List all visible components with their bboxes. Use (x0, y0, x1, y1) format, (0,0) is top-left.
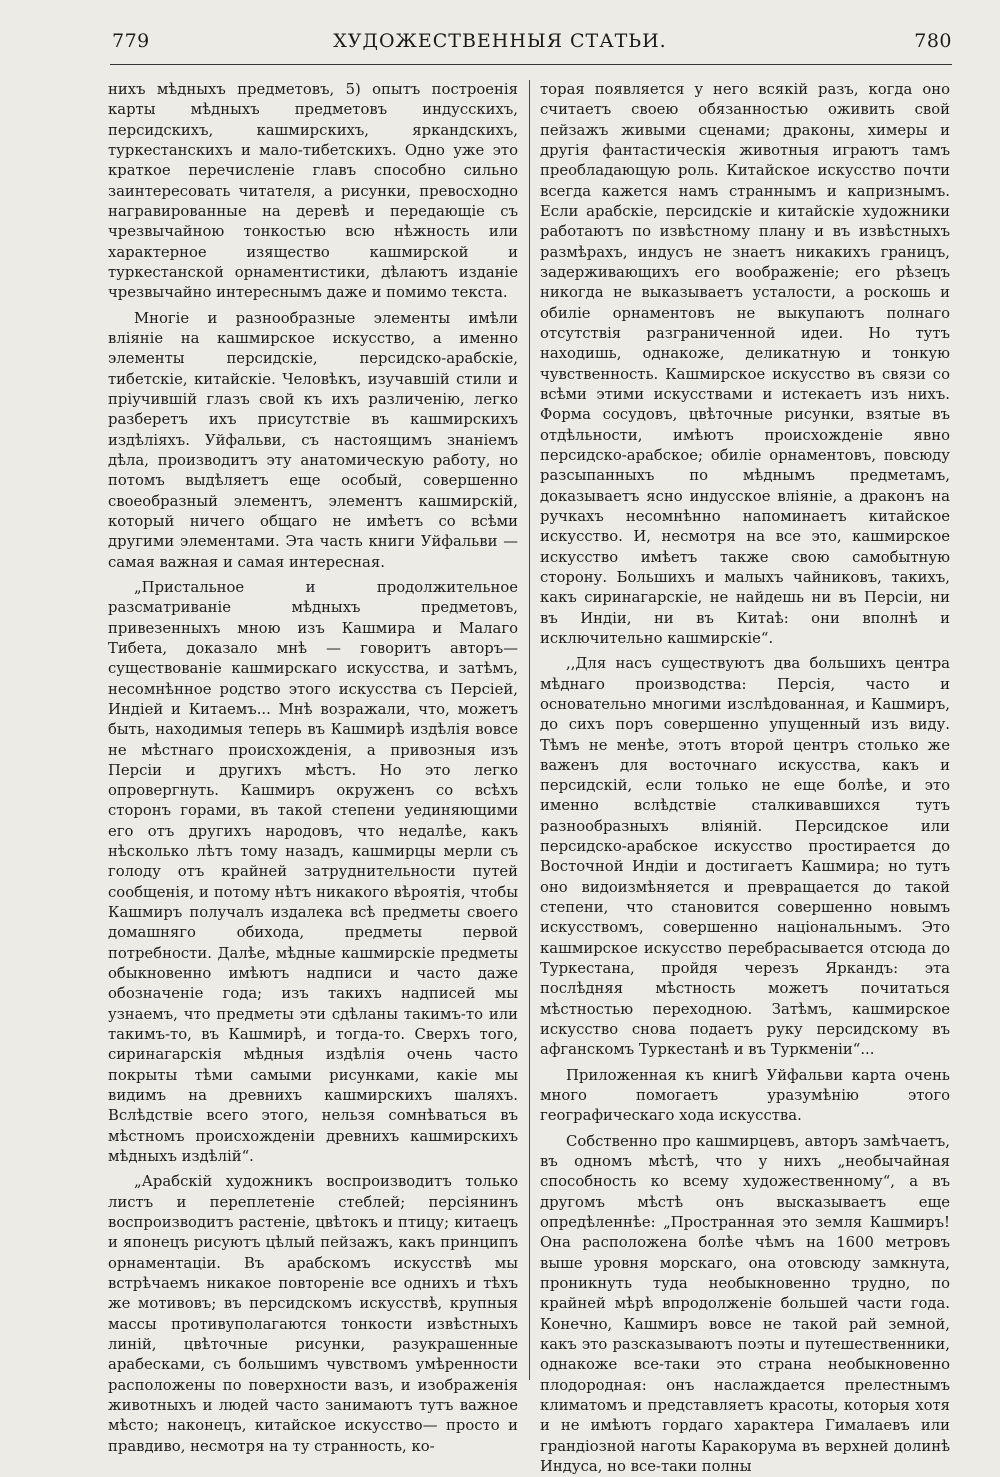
page-number-left: 779 (112, 30, 150, 52)
right-column (540, 80, 950, 1477)
paragraph: Собственно про кашмирцевъ, авторъ замѣчаетъ, въ одномъ мѣстѣ, что у нихъ „необычайная способность ко всему художественному“, а въ другомъ мѣстѣ онъ высказываетъ еще опредѣленнѣе: „Пространная это земля Кашмиръ! Она расположена болѣе чѣмъ на 1600 метровъ выше уровня морскаго, она отовсюду замкнута, проникнуть туда необыкновенно трудно, по крайней мѣрѣ впродолженіе большей части года. Конечно, Кашмиръ вовсе не такой рай земной, какъ это разсказываютъ поэты и путешественники, однакоже все-таки это страна необыкновенно плодородная: онъ наслаждается прелестнымъ климатомъ и представляетъ красоты, которыя хотя и не имѣютъ гордаго характера Гималаевъ или грандіозной наготы Каракорума въ верхней долинѣ Индуса, но все-таки полны (540, 1132, 950, 1475)
running-head (0, 22, 1000, 62)
paragraph: Приложенная къ книгѣ Уйфальви карта очень много помогаетъ уразумѣнію этого географическаго хода искусства. (540, 1066, 950, 1125)
left-column (108, 80, 518, 1457)
paragraph: нихъ мѣдныхъ предметовъ, 5) опытъ построенія карты мѣдныхъ предметовъ индусскихъ, персидскихъ, кашмирскихъ, яркандскихъ, туркестанскихъ и мало-тибетскихъ. Одно уже это краткое перечисленіе главъ способно сильно заинтересовать читателя, а рисунки, превосходно награвированные на деревѣ и передающіе съ чрезвычайною тонкостью всю нѣжность или характерное изящество кашмирской и туркестанской орнаментистики, дѣлаютъ изданіе чрезвычайно интереснымъ даже и помимо текста. (108, 81, 518, 302)
page-title: ХУДОЖЕСТВЕННЫЯ СТАТЬИ. (333, 30, 667, 52)
paragraph: Многіе и разнообразные элементы имѣли вліяніе на кашмирское искусство, а именно элементы персидскіе, персидско-арабскіе, тибетскіе, китайскіе. Человѣкъ, изучавшій стили и пріучившій глазъ свой къ ихъ различенію, легко разберетъ ихъ присутствіе въ кашмирскихъ издѣліяхъ. Уйфальви, съ настоящимъ знаніемъ дѣла, производитъ эту анатомическую работу, но потомъ выдѣляетъ еще особый, совершенно своеобразный элементъ, элементъ кашмирскій, который ничего общаго не имѣетъ со всѣми другими элементами. Эта часть книги Уйфальви — самая важная и самая интересная. (108, 309, 518, 571)
paragraph: ,,Для насъ существуютъ два большихъ центра мѣднаго производства: Персія, часто и основательно многими изслѣдованная, и Кашмиръ, до сихъ поръ совершенно упущенный изъ виду. Тѣмъ не менѣе, этотъ второй центръ столько же важенъ для восточнаго искусства, какъ и персидскій, если только не еще болѣе, и это именно вслѣдствіе сталкивавшихся тутъ разнообразныхъ вліяній. Персидское или персидско-арабское искусство простирается до Восточной Индіи и достигаетъ Кашмира; но тутъ оно видоизмѣняется и превращается до такой степени, что становится совершенно новымъ искусствомъ, совершенно національнымъ. Это кашмирское искусство перебрасывается отсюда до Туркестана, пройдя черезъ Яркандъ: эта послѣдняя мѣстность можетъ почитаться мѣстностью переходною. Затѣмъ, кашмирское искусство снова подаетъ руку персидскому въ афганскомъ Туркестанѣ и въ Туркменіи“... (540, 655, 950, 1059)
column-divider (529, 80, 530, 1380)
paragraph: „Пристальное и продолжительное разсматриваніе мѣдныхъ предметовъ, привезенныхъ мною изъ Кашмира и Малаго Тибета, доказало мнѣ — говоритъ авторъ—существованіе кашмирскаго искусства, и затѣмъ, несомнѣнное родство этого искусства съ Персіей, Индіей и Китаемъ... Мнѣ возражали, что, можетъ быть, находимыя теперь въ Кашмирѣ издѣлія вовсе не мѣстнаго происхожденія, а привозныя изъ Персіи и другихъ мѣстъ. Но это легко опровергнуть. Кашмиръ окруженъ со всѣхъ сторонъ горами, въ такой степени уединяющими его отъ другихъ народовъ, что недалѣе, какъ нѣсколько лѣтъ тому назадъ, кашмирцы мерли съ голоду отъ крайней затруднительности путей сообщенія, и потому нѣтъ никакого вѣроятія, чтобы Кашмиръ получалъ издалека всѣ предметы своего домашняго обихода, предметы первой потребности. Далѣе, мѣдные кашмирскіе предметы обыкновенно имѣютъ надписи и часто даже обозначеніе года; изъ такихъ надписей мы узнаемъ, что предметы эти сдѣланы такимъ-то или такимъ-то, въ Кашмирѣ, и тогда-то. Сверхъ того, сиринагарскія мѣдныя издѣлія очень часто покрыты тѣми самыми рисунками, какіе мы видимъ на древнихъ кашмирскихъ шаляхъ. Вслѣдствіе всего этого, нельзя сомнѣваться въ мѣстномъ происхожденіи древнихъ кашмирскихъ мѣдныхъ издѣлій“. (108, 578, 518, 1166)
paragraph: торая появляется у него всякій разъ, когда оно считаетъ своею обязанностью оживить свой пейзажъ живыми сценами; драконы, химеры и другія фантастическія животныя играютъ тамъ преобладающую роль. Китайское искусство почти всегда кажется намъ страннымъ и капризнымъ. Если арабскіе, персидскіе и китайскіе художники работаютъ по извѣстному плану и въ извѣстныхъ размѣрахъ, индусъ не знаетъ никакихъ границъ, задерживающихъ его воображеніе; его рѣзецъ никогда не выказываетъ усталости, а роскошь и обиліе орнаментовъ не выкупаютъ полнаго отсутствія разграниченной идеи. Но тутъ находишь, однакоже, деликатную и тонкую чувственность. Кашмирское искусство въ связи со всѣми этими искусствами и истекаетъ изъ нихъ. Форма сосудовъ, цвѣточные рисунки, взятые въ отдѣльности, имѣютъ происхожденіе явно персидско-арабское; обиліе орнаментовъ, повсюду разсыпанныхъ по мѣднымъ предметамъ, доказываетъ ясно индусское вліяніе, а драконъ на ручкахъ несомнѣнно напоминаетъ китайское искусство. И, несмотря на все это, кашмирское искусство имѣетъ также свою самобытную сторону. Большихъ и малыхъ чайниковъ, такихъ, какъ сиринагарскіе, не найдешь ни въ Персіи, ни въ Индіи, ни въ Китаѣ: они вполнѣ и исключительно кашмирскіе“. (540, 81, 950, 647)
header-rule (110, 64, 952, 65)
paragraph: „Арабскій художникъ воспроизводитъ только листъ и переплетеніе стеблей; персіянинъ воспроизводитъ растеніе, цвѣтокъ и птицу; китаецъ и японецъ рисуютъ цѣлый пейзажъ, какъ принципъ орнаментаціи. Въ арабскомъ искусствѣ мы встрѣчаемъ никакое повтореніе все однихъ и тѣхъ же мотивовъ; въ персидскомъ искусствѣ, крупныя массы противуполагаются тонкости извѣстныхъ линій, цвѣточные рисунки, разукрашенные арабесками, съ большимъ чувствомъ умѣренности расположены по поверхности вазъ, и изображенія животныхъ и людей часто занимаютъ тутъ важное мѣсто; наконецъ, китайское искусство— просто и правдиво, несмотря на ту странность, ко- (108, 1173, 518, 1455)
page-number-right: 780 (914, 30, 952, 52)
